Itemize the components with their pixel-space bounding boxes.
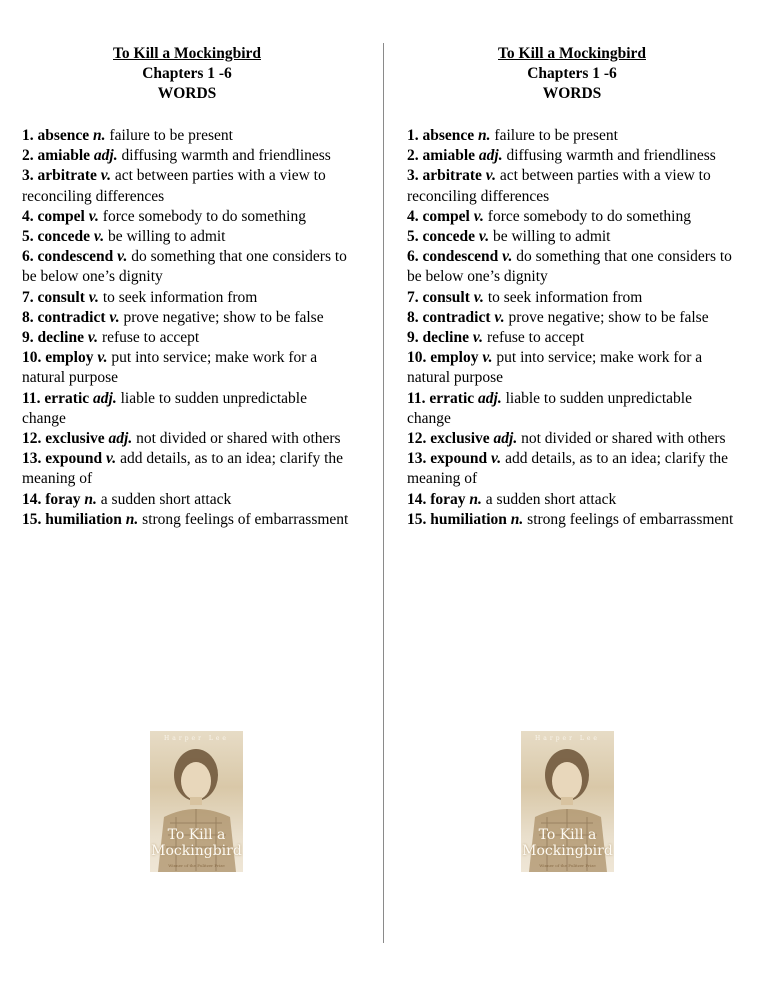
vocab-entry — [407, 348, 737, 388]
vocab-entry — [407, 389, 737, 429]
vocab-entry — [407, 227, 737, 247]
definition: add details, as to an idea; clarify the meaning of — [22, 450, 344, 488]
vocab-term: decline — [422, 329, 469, 347]
definition: refuse to accept — [486, 329, 585, 347]
entry-number: 1. — [407, 127, 419, 144]
part-of-speech: adj. — [93, 389, 117, 407]
vocab-term: compel — [422, 207, 470, 225]
vocab-entry — [22, 510, 352, 530]
entry-number: 14. — [22, 490, 42, 508]
definition: prove negative; show to be false — [508, 308, 709, 326]
vocab-entry — [22, 308, 352, 328]
part-of-speech: v. — [87, 329, 99, 347]
vocab-term: condescend — [37, 248, 114, 266]
entry-number: 9. — [407, 329, 419, 347]
definition: add details, as to an idea; clarify the meaning of — [407, 450, 729, 488]
definition: be willing to admit — [492, 228, 611, 246]
vocab-entry — [22, 227, 352, 247]
part-of-speech: v. — [93, 228, 105, 246]
vocab-entry — [22, 146, 352, 166]
entry-number: 6. — [407, 248, 419, 266]
cover-tagline: Winner of the Pulitzer Prize — [539, 863, 596, 868]
entry-number: 13. — [22, 450, 42, 468]
vocab-term: decline — [37, 329, 84, 347]
definition: put into service; make work for a natural purpose — [22, 349, 318, 387]
vocab-entry — [22, 247, 352, 287]
entry-number: 9. — [22, 329, 34, 347]
entry-number: 11. — [22, 389, 41, 407]
vocab-term: employ — [45, 349, 94, 367]
part-of-speech: n. — [84, 490, 97, 508]
entry-number: 2. — [407, 147, 419, 165]
entry-number: 7. — [22, 288, 34, 306]
word-list — [22, 126, 352, 530]
definition: strong feelings of embarrassment — [142, 510, 349, 528]
definition: a sudden short attack — [485, 490, 617, 508]
right-column — [407, 44, 737, 530]
entry-number: 4. — [22, 207, 34, 225]
book-title: To Kill a Mockingbird — [498, 45, 646, 62]
part-of-speech: n. — [93, 127, 106, 144]
vocab-entry — [22, 288, 352, 308]
definition: not divided or shared with others — [521, 430, 726, 448]
vocab-entry — [22, 328, 352, 348]
left-column — [22, 44, 352, 530]
vocab-entry — [407, 429, 737, 449]
part-of-speech: adj. — [108, 430, 133, 448]
entry-number: 10. — [22, 349, 42, 367]
definition: failure to be present — [494, 127, 618, 144]
entry-number: 4. — [407, 207, 419, 225]
vocab-entry — [22, 490, 352, 510]
definition: diffusing warmth and friendliness — [506, 147, 716, 165]
part-of-speech: n. — [510, 510, 524, 528]
definition: liable to sudden unpredictable change — [22, 389, 307, 427]
vocab-term: humiliation — [430, 510, 507, 528]
entry-number: 8. — [22, 308, 34, 326]
vocab-term: arbitrate — [37, 167, 97, 185]
book-title: To Kill a Mockingbird — [113, 45, 261, 62]
chapters-label: Chapters 1 -6 — [527, 65, 617, 82]
vocab-entry — [22, 348, 352, 388]
definition: act between parties with a view to reconciling differences — [22, 167, 326, 205]
vocab-term: condescend — [422, 248, 499, 266]
definition: do something that one considers to be below one’s dignity — [22, 248, 347, 286]
vocab-term: absence — [422, 127, 475, 144]
vocab-term: amiable — [37, 147, 91, 165]
vocab-entry — [407, 247, 737, 287]
part-of-speech: v. — [109, 308, 120, 326]
entry-number: 12. — [407, 430, 427, 448]
vocab-term: concede — [422, 228, 476, 246]
vocab-entry — [407, 308, 737, 328]
definition: do something that one considers to be below one’s dignity — [407, 248, 732, 286]
definition: strong feelings of embarrassment — [527, 510, 734, 528]
entry-number: 8. — [407, 308, 419, 326]
part-of-speech: v. — [88, 288, 99, 306]
definition: to seek information from — [102, 288, 258, 306]
entry-number: 6. — [22, 248, 34, 266]
vocab-term: foray — [45, 490, 81, 508]
vocab-term: contradict — [422, 308, 491, 326]
vocab-entry — [407, 166, 737, 206]
vocab-term: exclusive — [430, 430, 490, 448]
cover-author: Harper Lee — [164, 735, 229, 742]
vocab-term: absence — [37, 127, 90, 144]
part-of-speech: adj. — [478, 147, 503, 165]
vocab-term: exclusive — [45, 430, 105, 448]
definition: a sudden short attack — [100, 490, 232, 508]
cover-title: To Kill a Mockingbird — [151, 827, 242, 859]
entry-number: 2. — [22, 147, 34, 165]
entry-number: 12. — [22, 430, 42, 448]
part-of-speech: adj. — [93, 147, 118, 165]
part-of-speech: v. — [485, 167, 496, 185]
chapters-label: Chapters 1 -6 — [142, 65, 232, 82]
part-of-speech: v. — [97, 349, 108, 367]
definition: to seek information from — [487, 288, 643, 306]
vocab-term: consult — [422, 288, 470, 306]
entry-number: 15. — [407, 510, 427, 528]
vocab-entry — [22, 389, 352, 429]
vocab-entry — [407, 146, 737, 166]
definition: force somebody to do something — [487, 207, 691, 225]
part-of-speech: v. — [478, 228, 490, 246]
definition: liable to sudden unpredictable change — [407, 389, 692, 427]
definition: not divided or shared with others — [136, 430, 341, 448]
book-cover-image — [150, 731, 243, 872]
part-of-speech: v. — [100, 167, 111, 185]
vocab-term: expound — [430, 450, 488, 468]
entry-number: 14. — [407, 490, 427, 508]
part-of-speech: n. — [125, 510, 139, 528]
vocab-entry — [22, 429, 352, 449]
part-of-speech: adj. — [493, 430, 518, 448]
entry-number: 15. — [22, 510, 42, 528]
vocab-entry — [407, 328, 737, 348]
part-of-speech: v. — [473, 207, 484, 225]
entry-number: 13. — [407, 450, 427, 468]
vocab-term: contradict — [37, 308, 106, 326]
vocab-entry — [407, 510, 737, 530]
entry-number: 3. — [407, 167, 419, 185]
part-of-speech: v. — [494, 308, 505, 326]
entry-number: 11. — [407, 389, 426, 407]
header — [407, 44, 737, 104]
vocab-entry — [22, 207, 352, 227]
vocab-entry — [407, 288, 737, 308]
entry-number: 7. — [407, 288, 419, 306]
definition: refuse to accept — [101, 329, 200, 347]
vocab-entry — [407, 449, 737, 489]
vocab-term: expound — [45, 450, 103, 468]
part-of-speech: n. — [469, 490, 482, 508]
header — [22, 44, 352, 104]
part-of-speech: v. — [491, 450, 502, 468]
vocab-term: consult — [37, 288, 85, 306]
entry-number: 5. — [407, 228, 419, 246]
definition: be willing to admit — [107, 228, 226, 246]
part-of-speech: v. — [473, 288, 484, 306]
part-of-speech: v. — [502, 248, 513, 266]
vocab-term: arbitrate — [422, 167, 482, 185]
vocab-entry — [22, 449, 352, 489]
book-cover-image — [521, 731, 614, 872]
definition: prove negative; show to be false — [123, 308, 324, 326]
vocab-term: compel — [37, 207, 85, 225]
vocab-entry — [407, 207, 737, 227]
definition: diffusing warmth and friendliness — [121, 147, 331, 165]
part-of-speech: adj. — [478, 389, 502, 407]
part-of-speech: v. — [472, 329, 484, 347]
words-heading: WORDS — [542, 85, 602, 102]
entry-number: 1. — [22, 127, 34, 144]
vocab-term: erratic — [44, 389, 90, 407]
entry-number: 3. — [22, 167, 34, 185]
vocab-term: foray — [430, 490, 466, 508]
part-of-speech: v. — [117, 248, 128, 266]
vocab-term: concede — [37, 228, 91, 246]
definition: act between parties with a view to reconciling differences — [407, 167, 711, 205]
words-heading: WORDS — [157, 85, 217, 102]
part-of-speech: v. — [106, 450, 117, 468]
part-of-speech: n. — [478, 127, 491, 144]
cover-title: To Kill a Mockingbird — [522, 827, 613, 859]
cover-tagline: Winner of the Pulitzer Prize — [168, 863, 225, 868]
part-of-speech: v. — [482, 349, 493, 367]
vocab-entry — [407, 490, 737, 510]
part-of-speech: v. — [88, 207, 99, 225]
entry-number: 10. — [407, 349, 427, 367]
vocab-entry — [407, 126, 737, 146]
definition: force somebody to do something — [102, 207, 306, 225]
cover-author: Harper Lee — [535, 735, 600, 742]
entry-number: 5. — [22, 228, 34, 246]
vocab-entry — [22, 126, 352, 146]
vocab-term: humiliation — [45, 510, 122, 528]
column-divider — [383, 43, 384, 943]
word-list — [407, 126, 737, 530]
vocab-term: erratic — [429, 389, 475, 407]
vocab-term: amiable — [422, 147, 476, 165]
vocab-entry — [22, 166, 352, 206]
definition: put into service; make work for a natural purpose — [407, 349, 703, 387]
definition: failure to be present — [109, 127, 233, 144]
vocab-term: employ — [430, 349, 479, 367]
